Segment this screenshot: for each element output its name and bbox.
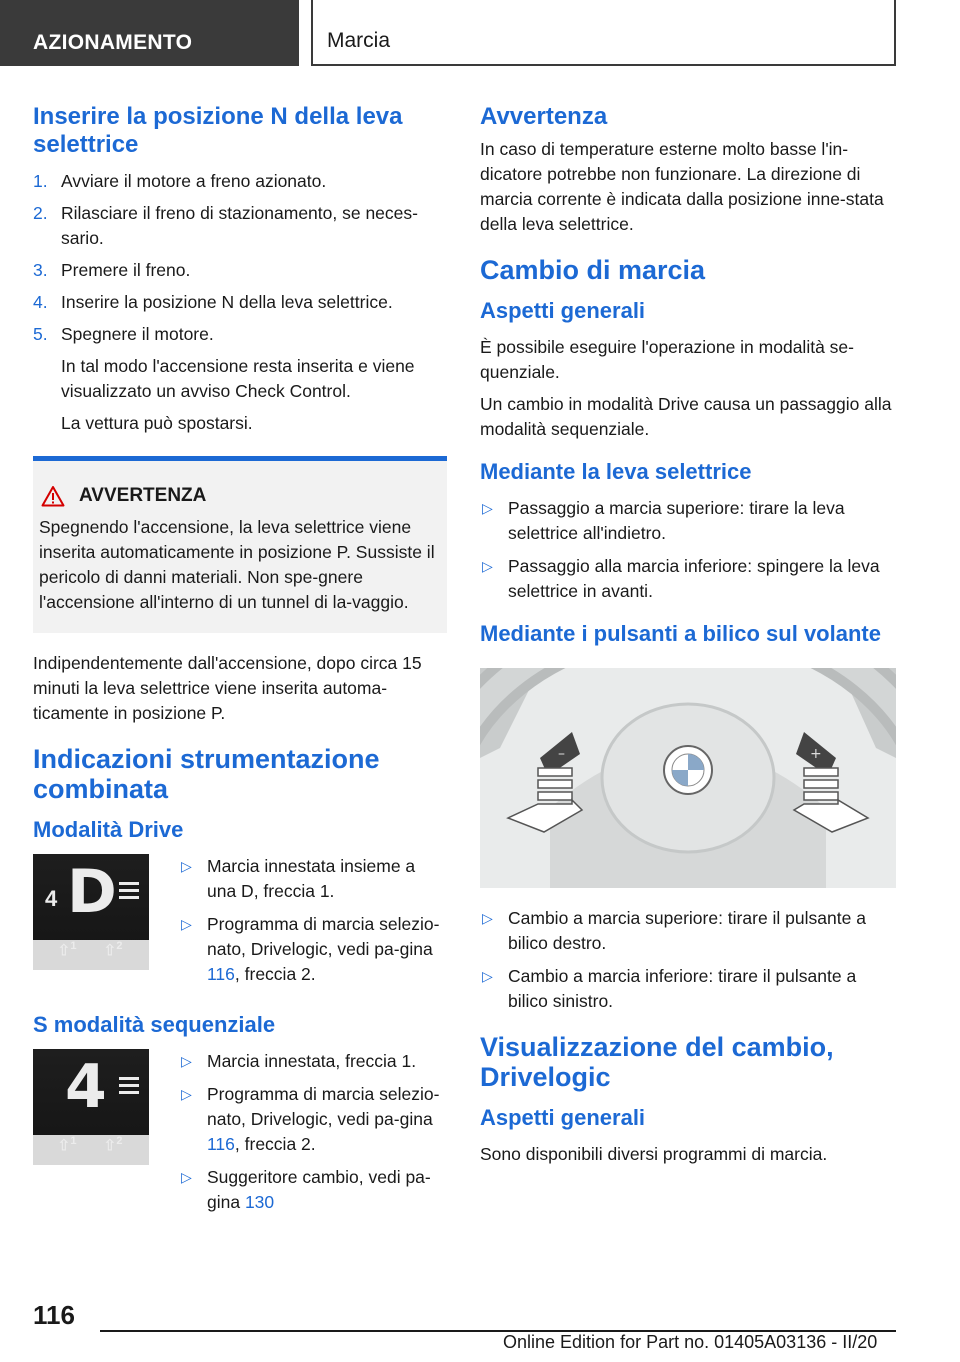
warning-triangle-icon	[41, 485, 65, 507]
list-item: ▷ Programma di marcia selezio-nato, Drivelogic, vedi pa-gina 116, freccia 2.	[181, 914, 440, 984]
triangle-bullet-icon: ▷	[482, 500, 493, 516]
sequential-mode-display-image	[33, 1049, 149, 1165]
heading-paddles: Mediante i pulsanti a bilico sul volante	[480, 621, 881, 646]
arrow-up-icon: ⇧$^1$	[57, 939, 77, 959]
page-link[interactable]: 116	[207, 1134, 235, 1154]
sequential-list	[179, 1049, 447, 1223]
triangle-bullet-icon: ▷	[482, 558, 493, 574]
list-item: ▷ Passaggio alla marcia inferiore: spingere la leva selettrice in avanti.	[482, 556, 880, 601]
heading-lever: Mediante la leva selettrice	[480, 459, 752, 484]
warning-text: Spegnendo l'accensione, la leva selettrice viene inserita automaticamente in posizione P. Sussiste il pericolo di danni materiali. Non spe-gnere l'accensione all'interno di un tunnel di la-vaggio.	[39, 517, 435, 612]
step-item: 2. Rilasciare il freno di stazionamento, se neces-sario.	[33, 203, 418, 248]
paddle-list	[480, 906, 896, 1014]
drive-mode-display-image	[33, 854, 149, 970]
neutral-steps	[33, 169, 447, 347]
triangle-bullet-icon: ▷	[181, 858, 192, 874]
heading-drive-mode: Modalità Drive	[33, 817, 184, 842]
list-item: ▷ Cambio a marcia inferiore: tirare il pulsante a bilico sinistro.	[482, 966, 857, 1011]
list-item: ▷ Suggeritore cambio, vedi pa-gina 130	[181, 1167, 431, 1212]
warning-title: AVVERTENZA	[41, 485, 439, 507]
drivelogic-bars-icon	[119, 1077, 139, 1098]
steering-wheel-image	[480, 668, 896, 888]
list-item: ▷ Marcia innestata insieme a una D, freccia 1.	[181, 856, 416, 901]
section-title: AZIONAMENTO	[33, 31, 193, 54]
triangle-bullet-icon: ▷	[482, 968, 493, 984]
heading-general-1: Aspetti generali	[480, 298, 646, 323]
list-item: ▷ Marcia innestata, freccia 1.	[179, 1049, 447, 1074]
lever-list	[480, 496, 896, 604]
heading-indicators: Indicazioni strumentazione combinata	[33, 744, 380, 804]
heading-sequential: S modalità sequenziale	[33, 1012, 276, 1037]
general-paragraph: Sono disponibili diversi programmi di marcia.	[480, 1144, 828, 1164]
drive-mode-list	[179, 854, 447, 995]
triangle-bullet-icon: ▷	[181, 1053, 192, 1069]
heading-display: Visualizzazione del cambio, Drivelogic	[480, 1032, 834, 1092]
edition-text: Online Edition for Part no. 01405A03136 - II/20	[503, 1332, 878, 1352]
right-column	[480, 103, 896, 1174]
triangle-bullet-icon: ▷	[482, 910, 493, 926]
general-paragraph: Un cambio in modalità Drive causa un passaggio alla modalità sequenziale.	[480, 394, 892, 439]
page-number: 116	[33, 1300, 75, 1330]
list-item: ▷ Programma di marcia selezio-nato, Drivelogic, vedi pa-gina 116, freccia 2.	[181, 1084, 440, 1154]
heading-shift: Cambio di marcia	[480, 255, 706, 285]
sequential-row	[33, 1049, 447, 1223]
drive-letter: D	[67, 857, 117, 927]
page-link[interactable]: 130	[244, 1192, 275, 1212]
steering-wheel-illustration	[480, 668, 896, 888]
arrow-up-icon: ⇧$^1$	[57, 1134, 77, 1154]
step-item: 4. Inserire la posizione N della leva selettrice.	[33, 292, 393, 312]
heading-neutral: Inserire la posizione N della leva selettrice	[33, 103, 403, 158]
section-tab	[0, 0, 299, 66]
step-item: 3. Premere il freno.	[33, 260, 191, 280]
general-paragraph: È possibile eseguire l'operazione in modalità se-quenziale.	[480, 337, 854, 382]
ignition-paragraph: Indipendentemente dall'accensione, dopo circa 15 minuti la leva selettrice viene inserita automa-ticamente in posizione P.	[33, 653, 422, 723]
notice-text: In caso di temperature esterne molto basse l'in-dicatore potrebbe non funzionare. La direzione di marcia corrente è indicata dalla posizione inne-stata della leva selettrice.	[480, 139, 884, 234]
triangle-bullet-icon: ▷	[181, 1086, 192, 1102]
list-item: ▷ Passaggio a marcia superiore: tirare la leva selettrice all'indietro.	[482, 498, 845, 543]
gear-number: 4	[65, 1052, 107, 1122]
list-item: ▷ Cambio a marcia superiore: tirare il pulsante a bilico destro.	[482, 908, 866, 953]
arrow-up-icon: ⇧$^2$	[103, 1134, 123, 1154]
step-item: 5. Spegnere il motore.	[33, 324, 214, 344]
chapter-tab	[311, 0, 896, 66]
drivelogic-bars-icon	[119, 882, 139, 903]
minus-label: –	[558, 746, 565, 762]
step5-note: In tal modo l'accensione resta inserita e viene visualizzato un avviso Check Control.	[61, 356, 415, 401]
left-column	[33, 103, 447, 1237]
triangle-bullet-icon: ▷	[181, 916, 192, 932]
chapter-title: Marcia	[327, 29, 391, 52]
heading-general-2: Aspetti generali	[480, 1105, 646, 1130]
plus-label: +	[810, 746, 822, 762]
gear-number: 4	[45, 886, 58, 911]
heading-notice: Avvertenza	[480, 103, 608, 130]
arrow-up-icon: ⇧$^2$	[103, 939, 123, 959]
page-link[interactable]: 116	[207, 964, 235, 984]
drive-mode-row	[33, 854, 447, 995]
warning-box	[33, 456, 447, 633]
step-item: 1. Avviare il motore a freno azionato.	[33, 171, 327, 191]
triangle-bullet-icon: ▷	[181, 1169, 192, 1185]
step5-note: La vettura può spostarsi.	[61, 413, 253, 433]
